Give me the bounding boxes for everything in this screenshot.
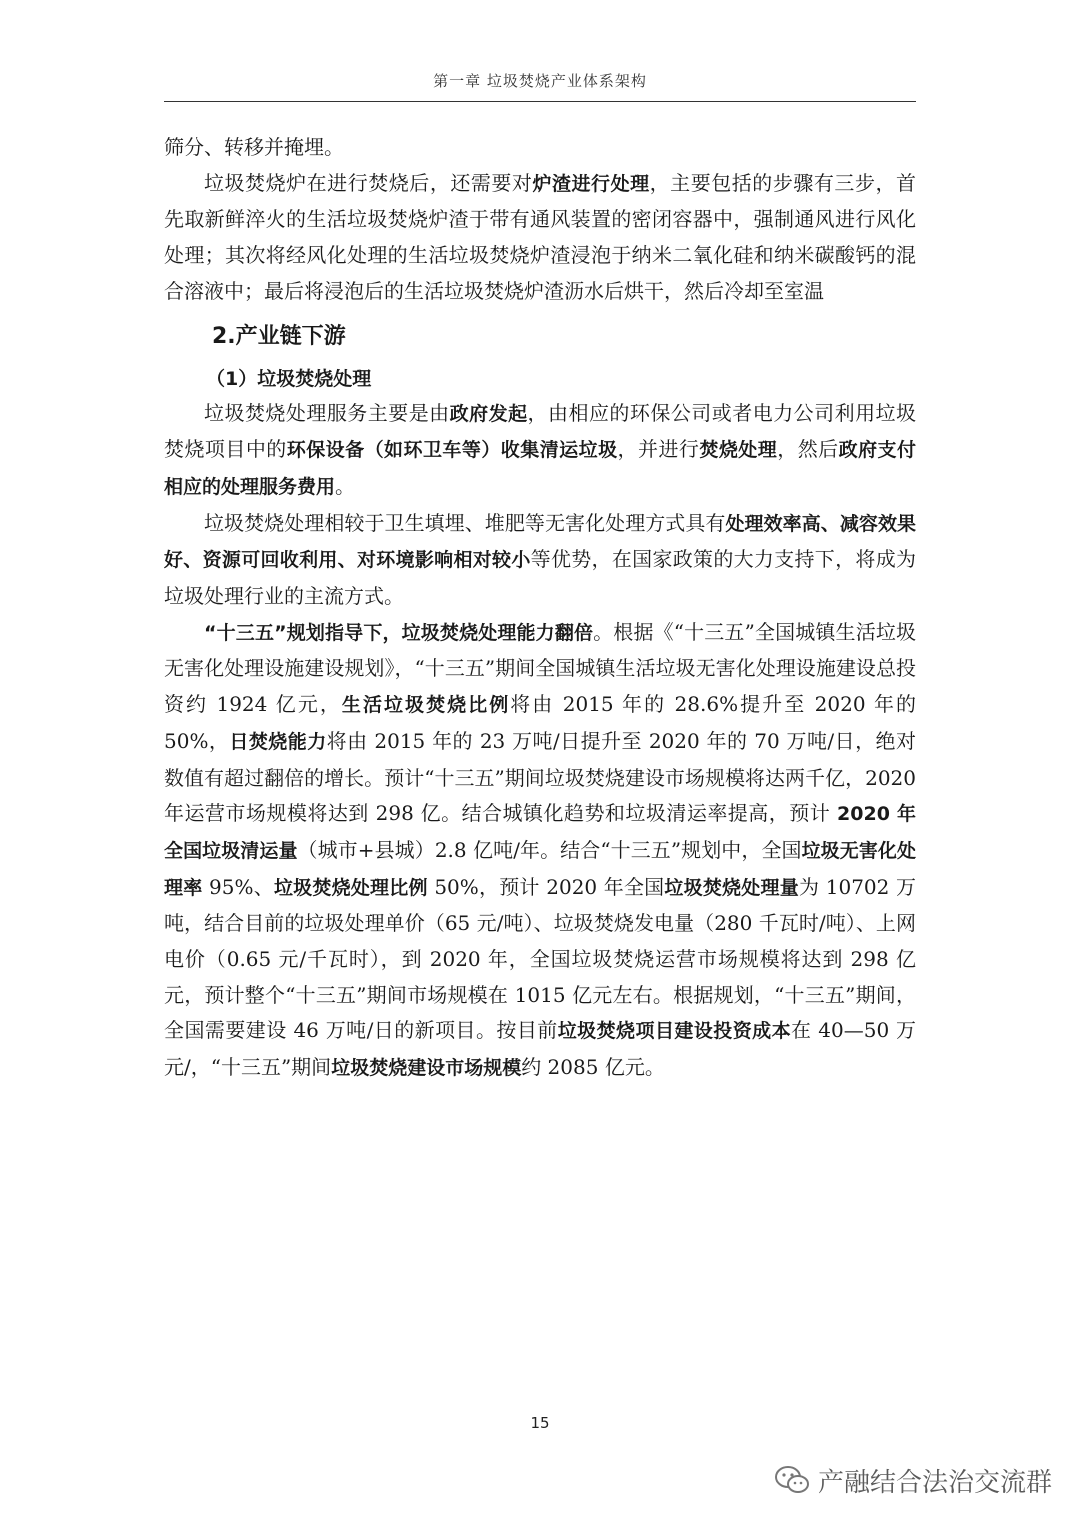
watermark: [774, 1460, 1052, 1500]
page-number: 15: [530, 1414, 550, 1432]
paragraph-3: 垃圾焚烧处理服务主要是由政府发起，由相应的环保公司或者电力公司利用垃圾焚烧项目中的环保设备（如环卫车等）收集清运垃圾，并进行焚烧处理，然后政府支付相应的处理服务费用。: [164, 400, 917, 498]
header-rule: [164, 101, 916, 102]
paragraph-1: 筛分、转移并掩埋。: [164, 135, 344, 159]
paragraph-5: “十三五”规划指导下，垃圾焚烧处理能力翻倍。根据《“十三五”全国城镇生活垃圾无害化处理设施建设规划》，“十三五”期间全国城镇生活垃圾无害化处理设施建设总投资约 1924 亿元，生活垃圾焚烧比例将由 2015 年的 28.6%提升至 2020 年的 50%，日焚烧能力将由 2015 年的 23 万吨/日提升至 2020 年的 70 万吨/日，绝对数值有超过翻倍的增长。预计“十三五”期间垃圾焚烧建设市场规模将达两千亿，2020 年运营市场规模将达到 298 亿。结合城镇化趋势和垃圾清运率提高，预计 2020 年全国垃圾清运量（城市+县城）2.8 亿吨/年。结合“十三五”规划中，全国垃圾无害化处理率 95%、垃圾焚烧处理比例 50%，预计 2020 年全国垃圾焚烧处理量为 10702 万吨，结合目前的垃圾处理单价（65 元/吨）、垃圾焚烧发电量（280 千瓦时/吨）、上网电价（0.65 元/千瓦时），到 2020 年，全国垃圾焚烧运营市场规模将达到 298 亿元，预计整个“十三五”期间市场规模在 1015 亿元左右。根据规划，“十三五”期间，全国需要建设 46 万吨/日的新项目。按目前垃圾焚烧项目建设投资成本在 40—50 万元/，“十三五”期间垃圾焚烧建设市场规模约 2085 亿元。: [164, 619, 917, 1080]
subsection-heading: （1）垃圾焚烧处理: [206, 367, 372, 390]
watermark-text: 产融结合法治交流群: [817, 1467, 1052, 1498]
wechat-icon: [774, 1465, 810, 1495]
paragraph-2: 垃圾焚烧炉在进行焚烧后，还需要对炉渣进行处理，主要包括的步骤有三步，首先取新鲜淬火的生活垃圾焚烧炉渣于带有通风装置的密闭容器中，强制通风进行风化处理；其次将经风化处理的生活垃圾焚烧炉渣浸泡于纳米二氧化硅和纳米碳酸钙的混合溶液中；最后将浸泡后的生活垃圾焚烧炉渣沥水后烘干，然后冷却至室温: [164, 170, 917, 303]
page-header-title: 第一章 垃圾焚烧产业体系架构: [433, 72, 647, 90]
section-heading: 2.产业链下游: [212, 323, 346, 349]
document-body: [164, 130, 916, 1087]
paragraph-4: 垃圾焚烧处理相较于卫生填埋、堆肥等无害化处理方式具有处理效率高、减容效果好、资源可回收利用、对环境影响相对较小等优势，在国家政策的大力支持下，将成为垃圾处理行业的主流方式。: [164, 510, 916, 609]
